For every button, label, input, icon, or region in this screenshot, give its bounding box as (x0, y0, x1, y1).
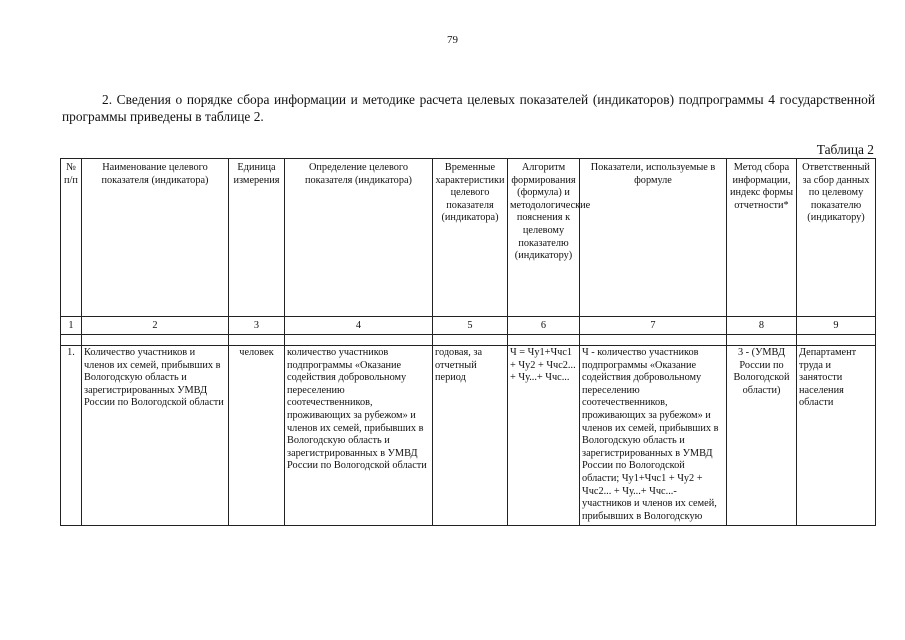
header-cell: Наименование целевого показателя (индикатора) (82, 159, 229, 317)
table-row (61, 346, 876, 526)
indicator-name-cell: Количество участников и членов их семей, прибывших в Вологодскую область и зарегистрированных УМВД России по Вологодской области (82, 346, 229, 526)
column-number: 9 (797, 317, 876, 335)
column-number: 8 (727, 317, 797, 335)
time-characteristics-cell: годовая, за отчетный период (433, 346, 508, 526)
header-cell: Определение целевого показателя (индикатора) (285, 159, 433, 317)
spacer-cell (229, 335, 285, 346)
column-number-row (61, 317, 876, 335)
spacer-cell (61, 335, 82, 346)
column-number: 7 (580, 317, 727, 335)
formula-variables-cell: Ч - количество участников подпрограммы «Оказание содействия добровольному переселению соотечественников, проживающих за рубежом» и членов их семей, прибывших в Вологодскую область и зарегистрированных в УМВД России по Вологодской области; Чу1+Ччс1 + Чу2 + Ччс2... + Чу...+ Ччс...-участников и членов их семей, прибывших в Вологодскую (580, 346, 727, 526)
column-number: 5 (433, 317, 508, 335)
formula-cell: Ч = Чу1+Ччс1 + Чу2 + Ччс2... + Чу...+ Ччс... (508, 346, 580, 526)
header-cell: Алгоритм формирования (формула) и методологические пояснения к целевому показателю (индикатору) (508, 159, 580, 317)
spacer-cell (580, 335, 727, 346)
collection-method-cell: 3 - (УМВД России по Вологодской области) (727, 346, 797, 526)
spacer-cell (797, 335, 876, 346)
header-cell: № п/п (61, 159, 82, 317)
intro-paragraph: 2. Сведения о порядке сбора информации и методике расчета целевых показателей (индикаторов) подпрограммы 4 государственной программы приведены в таблице 2. (62, 92, 875, 124)
spacer-row (61, 335, 876, 346)
spacer-cell (727, 335, 797, 346)
column-number: 4 (285, 317, 433, 335)
column-number: 3 (229, 317, 285, 335)
spacer-cell (82, 335, 229, 346)
page-number: 79 (447, 34, 458, 46)
header-cell: Показатели, используемые в формуле (580, 159, 727, 317)
spacer-cell (285, 335, 433, 346)
header-cell: Ответственный за сбор данных по целевому показателю (индикатору) (797, 159, 876, 317)
header-cell: Временные характеристики целевого показателя (индикатора) (433, 159, 508, 317)
header-cell: Единица измерения (229, 159, 285, 317)
column-number: 6 (508, 317, 580, 335)
table-label: Таблица 2 (816, 142, 874, 157)
spacer-cell (508, 335, 580, 346)
table-header-row (61, 159, 876, 317)
column-number: 1 (61, 317, 82, 335)
unit-cell: человек (229, 346, 285, 526)
header-cell: Метод сбора информации, индекс формы отчетности* (727, 159, 797, 317)
responsible-cell: Департамент труда и занятости населения области (797, 346, 876, 526)
indicator-table (60, 158, 876, 526)
definition-cell: количество участников подпрограммы «Оказание содействия добровольному переселению соотечественников, проживающих за рубежом» и членов их семей, прибывших в Вологодскую область и зарегистрированных в УМВД России по Вологодской области (285, 346, 433, 526)
column-number: 2 (82, 317, 229, 335)
row-number-cell: 1. (61, 346, 82, 526)
spacer-cell (433, 335, 508, 346)
